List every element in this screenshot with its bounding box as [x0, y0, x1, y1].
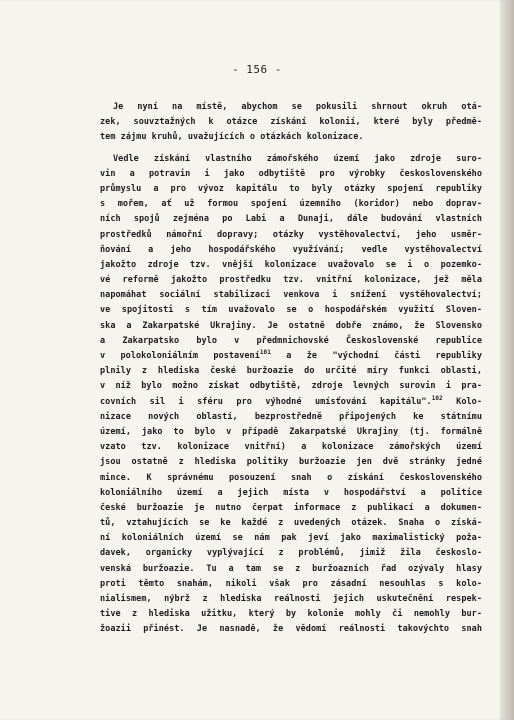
body-text — [100, 100, 482, 638]
text-line: území, jako to bylo v případě Zakarpatské Ukrajiny (tj. formálně — [100, 426, 482, 437]
text-line: tive z hlediska užitku, který by kolonie mohly či nemohly bur- — [100, 609, 482, 620]
text-line: ska a Zakarpatské Ukrajiny. Je ostatně dobře známo, že Slovensko — [100, 320, 482, 331]
text-line: tů, vztahujících se ke každé z uvedených otázek. Snaha o získá- — [100, 518, 482, 529]
text-line: ních spojů zejména po Labi a Dunaji, dále budování vlastních — [100, 214, 482, 225]
text-line: jsou ostatně z hlediska politiky buržoazie jen dvě stránky jedné — [100, 457, 482, 468]
text-line: napomáhat sociální stabilizaci venkova i snížení vystěhovalectví; — [100, 290, 482, 301]
text-line: covních sil i sféru pro výhodné umísťování kapitálu".$^{102}$ Kolo- — [100, 394, 483, 407]
text-line: prostředků námořní dopravy; otázky vystěhovalectví, jeho usměr- — [100, 229, 482, 240]
page-number: - 156 - — [232, 63, 282, 76]
text-line: žoazii přinést. Je nasnadě, že vědomí reálnosti takovýchto snah — [100, 624, 482, 635]
text-line: průmyslu a pro vývoz kapitálu to byly otázky spojení republiky — [100, 183, 482, 194]
text-line: venská buržoazie. Tu a tam se z buržoazních řad ozývaly hlasy — [100, 563, 482, 574]
text-line: proti těmto snahám, nikoli však pro zásadní nesouhlas s kolo- — [100, 578, 482, 589]
footnote-ref: 101 — [259, 349, 271, 356]
text-line: Je nyní na místě, abychom se pokusili shrnout okruh otá- — [113, 102, 482, 112]
text-line: davek, organicky vyplývající z problémů, jimiž žila českoslo- — [100, 548, 482, 559]
text-line: v níž bylo možno získat odbytiště, zdroje levných surovin i pra- — [100, 381, 482, 392]
text-line: ve spojitosti s tím uvažovalo se o hospodářském využití Sloven- — [100, 305, 482, 316]
text-line: koloniálního území a jejich místa v hospodářství a politice — [100, 487, 482, 498]
text-line: jakožto zdroje tzv. vnější kolonizace uvažovalo se i o pozemko- — [100, 259, 482, 270]
page-edge-shadow — [500, 0, 514, 720]
text-line: vin a potravin i jako odbytiště pro výrobky československého — [100, 168, 482, 179]
text-line: a Zakarpatsko bylo v předmnichovské Československé republice — [100, 335, 482, 346]
text-line: nizace nových oblastí, bezprostředně připojených ke státnímu — [100, 411, 482, 422]
text-line: ňování a jeho hospodářského využívání; vedle vystěhovalectví — [100, 244, 482, 255]
text-line: mince. K správnému posouzení snah o získání československého — [100, 472, 482, 483]
text-line: nialismem, nýbrž z hlediska reálnosti jejich uskutečnění respek- — [100, 594, 482, 604]
text-line: ní koloniálních území se nám pak jeví jako maximalistický poža- — [100, 533, 482, 544]
text-line: v polokoloniálním postavení$^{101}$ a že "východní části republiky — [100, 349, 482, 361]
text-line: české buržoazie je nutno čerpat informace z publikací a dokumen- — [100, 502, 482, 513]
text-line: plnily z hlediska české buržoazie do určité míry funkci oblasti, — [100, 366, 482, 377]
text-line: vé reformě jakožto prostředku tzv. vnitřní kolonizace, jež měla — [100, 275, 482, 286]
text-line: s mořem, ať už formou spojení územního (koridor) nebo doprav- — [100, 199, 482, 210]
text-line: tem zájmu kruhů, uvažujících o otázkách kolonizace. — [100, 132, 364, 143]
text-line: vzato tzv. kolonizace vnitřní) a kolonizace zámořských území — [100, 442, 482, 453]
text-line: Vedle získání vlastního zámořského území jako zdroje suro- — [113, 153, 482, 164]
footnote-ref: 102 — [431, 394, 443, 402]
text-line: zek, souvztažných k otázce získání kolonií, které byly předmě- — [100, 117, 482, 128]
